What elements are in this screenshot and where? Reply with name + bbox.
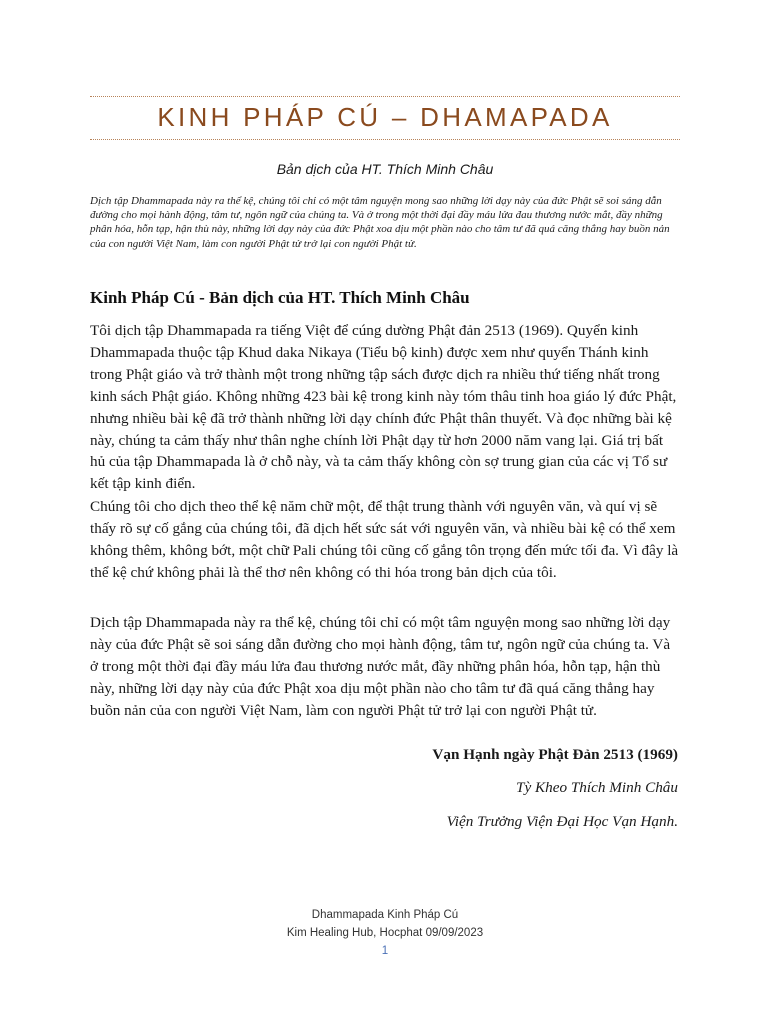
signature-position: Viện Trưởng Viện Đại Học Vạn Hạnh.: [446, 813, 678, 830]
document-subtitle: Bản dịch của HT. Thích Minh Châu: [276, 161, 494, 177]
section-heading: Kinh Pháp Cú - Bản dịch của HT. Thích Minh Châu: [90, 288, 470, 307]
body-paragraph-3: Dịch tập Dhammapada này ra thể kệ, chúng tôi chỉ có một tâm nguyện mong sao những lời dạy này của đức Phật sẽ soi sáng dẫn đường cho mọi hành động, tâm tư, ngôn ngữ của chúng ta. Và ở trong một thời đại đầy máu lửa đau thương nước mắt, đầy những phân hóa, hỗn tạp, hận thù này, những lời dạy này của đức Phật xoa dịu một phần nào cho tâm tư đã quá căng thẳng hay buồn nản của con người Việt Nam, làm con người Phật tử trở lại con người Phật tử.: [90, 614, 671, 719]
signature-place-date: Vạn Hạnh ngày Phật Đản 2513 (1969): [432, 746, 678, 763]
signature-author: Tỳ Kheo Thích Minh Châu: [516, 779, 678, 796]
footer-publisher-date: Kim Healing Hub, Hocphat 09/09/2023: [286, 927, 484, 939]
title-bottom-rule: [90, 139, 680, 140]
document-title: KINH PHÁP CÚ – DHAMAPADA: [157, 102, 613, 132]
body-paragraph-1: Tôi dịch tập Dhammapada ra tiếng Việt để cúng dường Phật đản 2513 (1969). Quyển kinh Dhammapada thuộc tập Khud daka Nikaya (Tiểu bộ kinh) được xem như quyển Thánh kinh trong Phật giáo và trở thành một trong những tập sách được dịch ra nhiều thứ tiếng nhất trong kinh sách Phật giáo. Không những 423 bài kệ trong kinh này tóm thâu tinh hoa giáo lý đức Phật, nhưng nhiều bài kệ đã trở thành những lời dạy chính đức Phật thân thuyết. Và đọc những bài kệ này, chúng ta cảm thấy như thân nghe chính lời Phật dạy từ hơn 2000 năm vang lại. Giá trị bất hủ của tập Dhammapada là ở chỗ này, và ta cảm thấy không còn sợ trung gian của các vị Tổ sư kết tập kinh điển.: [90, 322, 677, 493]
page-number: 1: [381, 945, 389, 957]
intro-paragraph: Dịch tập Dhammapada này ra thể kệ, chúng tôi chỉ có một tâm nguyện mong sao những lời dạy này của đức Phật sẽ soi sáng dẫn đường cho mọi hành động, tâm tư, ngôn ngữ của chúng ta. Và ở trong một thời đại đầy máu lửa đau thương nước mắt, đầy những phân hóa, hỗn tạp, hận thù này, những lời dạy này của đức Phật xoa dịu một phần nào cho tâm tư đã quá căng thẳng hay buồn nản của con người Việt Nam, làm con người Phật tử trở lại con người Phật tử.: [90, 195, 670, 250]
footer-document-name: Dhammapada Kinh Pháp Cú: [311, 909, 459, 921]
body-paragraph-2: Chúng tôi cho dịch theo thể kệ năm chữ một, để thật trung thành với nguyên văn, và quí vị sẽ thấy rõ sự cố gắng của chúng tôi, đã dịch hết sức sát với nguyên văn, và nhiều bài kệ có thể xem không thêm, không bớt, một chữ Pali chúng tôi cũng cố gắng tôn trọng đến mức tối đa. Vì đây là thể kệ chứ không phải là thể thơ nên không có thi hóa trong bản dịch của tôi.: [90, 498, 679, 581]
